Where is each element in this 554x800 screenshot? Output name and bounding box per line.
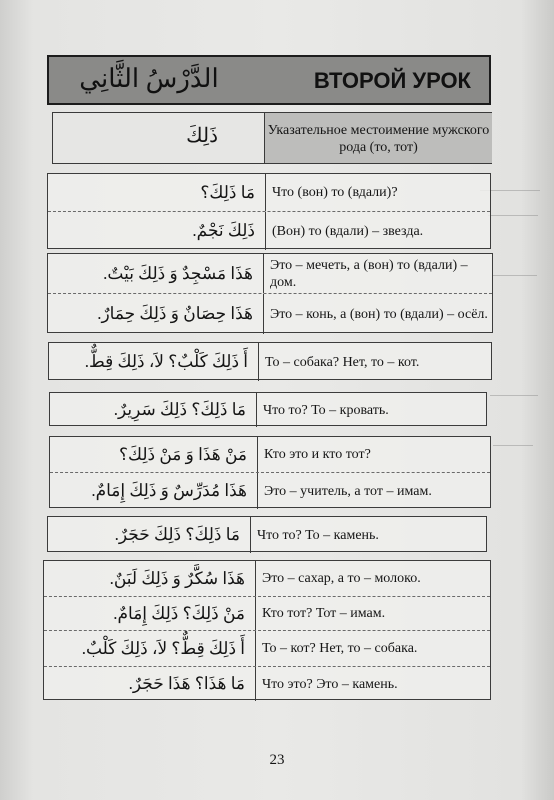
arabic-cell: هَذَا مَسْجِدٌ وَ ذَلِكَ بَيْتٌ. (48, 254, 264, 293)
table-row (48, 254, 492, 294)
lesson-title-russian: ВТОРОЙ УРОК (313, 68, 471, 93)
table-row (49, 343, 491, 381)
arabic-cell: هَذَا حِصَانٌ وَ ذَلِكَ حِمَارٌ. (48, 294, 264, 334)
bleed-through-line (490, 395, 538, 397)
table-row (48, 174, 490, 212)
table-row (44, 561, 490, 597)
russian-cell: Что это? Это – камень. (262, 676, 398, 692)
table-row (48, 294, 492, 334)
arabic-cell: أَ ذَلِكَ قِطٌّ؟ لاَ، ذَلِكَ كَلْبٌ. (44, 631, 256, 666)
russian-cell: Это – сахар, а то – молоко. (262, 571, 421, 586)
table-row (48, 517, 486, 553)
russian-cell: Что (вон) то (вдали)? (272, 185, 398, 200)
russian-cell: Это – мечеть, а (вон) то (вдали) – дом. (270, 257, 468, 290)
example-table (47, 516, 487, 552)
table-row (48, 212, 490, 250)
arabic-cell: هَذَا مُدَرِّسٌ وَ ذَلِكَ إِمَامٌ. (50, 473, 258, 509)
lesson-header (47, 55, 491, 105)
table-row (50, 437, 490, 473)
russian-cell: Это – конь, а (вон) то (вдали) – осёл. (270, 306, 488, 322)
russian-cell: Кто тот? Тот – имам. (262, 606, 386, 621)
table-row (50, 473, 490, 509)
page-number: 23 (269, 752, 285, 768)
bleed-through-line (492, 275, 537, 277)
table-row (50, 393, 486, 427)
lesson-title-arabic: الدَّرْسُ الثَّانِي (79, 64, 219, 93)
example-table (49, 436, 491, 508)
arabic-cell: هَذَا سُكَّرٌ وَ ذَلِكَ لَبَنٌ. (44, 561, 256, 596)
russian-cell: (Вон) то (вдали) – звезда. (272, 223, 424, 239)
table-row (44, 631, 490, 667)
vocabulary-description: Указательное местоимение мужского рода (то, тот) (267, 123, 490, 155)
russian-cell: Это – учитель, а тот – имам. (264, 483, 432, 499)
example-table (47, 173, 491, 249)
bleed-through-line (488, 215, 538, 217)
arabic-cell: أَ ذَلِكَ كَلْبٌ؟ لاَ، ذَلِكَ قِطٌّ. (49, 343, 259, 381)
bleed-through-line (493, 445, 533, 447)
example-table (49, 392, 487, 426)
example-table (48, 342, 492, 380)
vocabulary-word-arabic: ذَلِكَ (186, 125, 218, 147)
arabic-cell: مَا ذَلِكَ؟ (48, 174, 266, 211)
table-row (44, 597, 490, 631)
table-row (44, 667, 490, 701)
russian-cell: Кто это и кто тот? (264, 447, 371, 462)
russian-cell: Что то? То – камень. (257, 527, 379, 543)
example-table (43, 560, 491, 700)
vocabulary-header (52, 112, 492, 164)
russian-cell: Что то? То – кровать. (263, 402, 389, 418)
russian-cell: То – собака? Нет, то – кот. (265, 354, 420, 370)
arabic-cell: مَا هَذَا؟ هَذَا حَجَرٌ. (44, 667, 256, 701)
arabic-cell: مَنْ ذَلِكَ؟ ذَلِكَ إِمَامٌ. (44, 597, 256, 630)
arabic-cell: مَنْ هَذَا وَ مَنْ ذَلِكَ؟ (50, 437, 258, 472)
russian-cell: То – кот? Нет, то – собака. (262, 641, 418, 656)
vocabulary-description-cell (265, 113, 492, 163)
arabic-cell: ذَلِكَ نَجْمٌ. (48, 212, 266, 250)
example-table (47, 253, 493, 333)
vocabulary-word-cell (53, 113, 265, 163)
arabic-cell: مَا ذَلِكَ؟ ذَلِكَ حَجَرٌ. (48, 517, 251, 553)
arabic-cell: مَا ذَلِكَ؟ ذَلِكَ سَرِيرٌ. (50, 393, 257, 427)
